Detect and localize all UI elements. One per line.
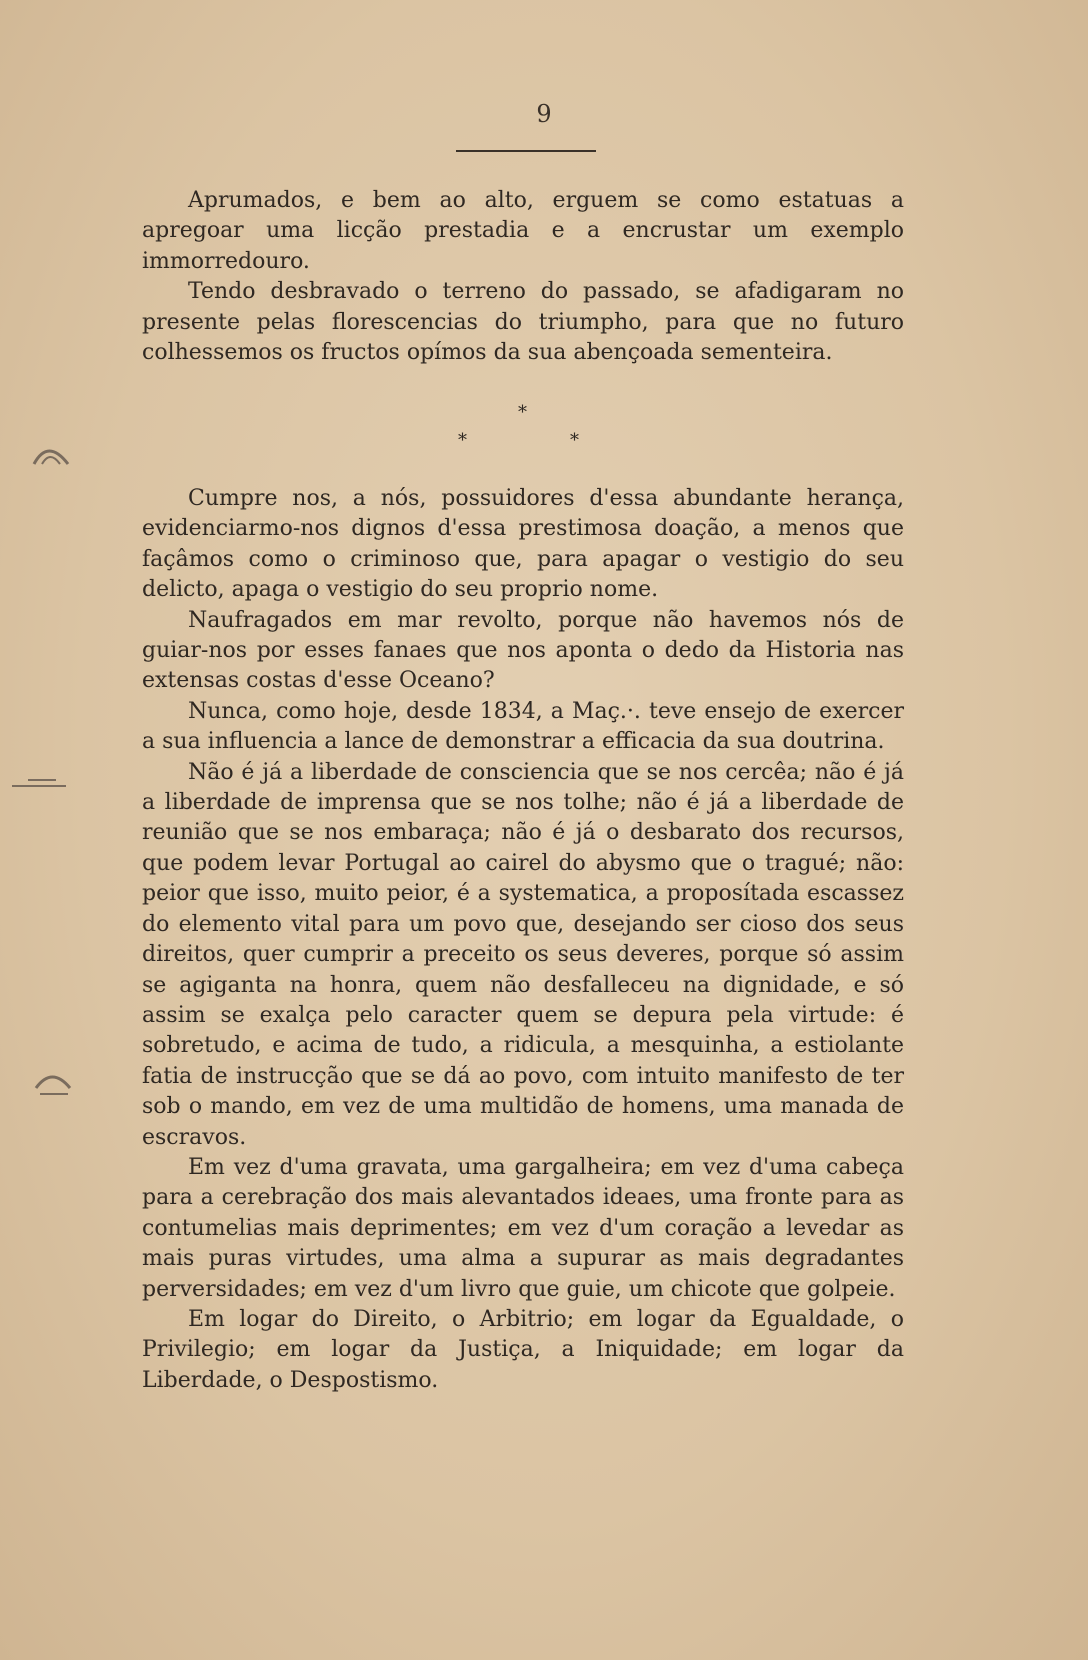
header-rule [456, 150, 596, 152]
text-block-bottom [142, 484, 904, 1396]
paragraph: Em vez d'uma gravata, uma gargalheira; em vez d'uma cabeça para a cerebração dos mais alevantados ideaes, uma fronte para as contumelias mais deprimentes; em vez d'um coração a levedar as mais puras virtudes, uma alma a supurar as mais degradantes perversidades; em vez d'um livro que guie, um chicote que golpeie. [142, 1154, 904, 1302]
paragraph: Nunca, como hoje, desde 1834, a Maç.·. teve ensejo de exercer a sua influencia a lance de demonstrar a efficacia da sua doutrina. [142, 698, 904, 755]
asterism-star: * [458, 430, 467, 451]
bleed-through-mark [10, 772, 68, 796]
paragraph: Cumpre nos, a nós, possuidores d'essa abundante herança, evidenciarmo-nos dignos d'essa prestimosa doação, a menos que façâmos como o criminoso que, para apagar o vestigio do seu delicto, apaga o vestigio do seu proprio nome. [142, 486, 904, 603]
paragraph: Em logar do Direito, o Arbitrio; em logar da Egualdade, o Privilegio; em logar da Justiça, a Iniquidade; em logar da Liberdade, o Despostismo. [142, 1306, 904, 1393]
text-block-top [142, 186, 904, 368]
asterism-star: * [518, 402, 527, 423]
paragraph: Não é já a liberdade de consciencia que se nos cercêa; não é já a liberdade de imprensa que se nos tolhe; não é já a liberdade de reunião que se nos embaraça; não é já o desbarato dos recursos, que podem levar Portugal ao cairel do abysmo que o tragué; não: peior que isso, muito peior, é a systematica, a proposítada escassez do elemento vital para um povo que, desejando ser cioso dos seus direitos, quer cumprir a preceito os seus deveres, porque só assim se agiganta na honra, quem não desfalleceu na dignidade, e só assim se exalça pelo caracter quem se depura pela virtude: é sobretudo, e acima de tudo, a ridicula, a mesquinha, a estiolante fatia de instrucção que se dá ao povo, com intuito manifesto de ter sob o mando, em vez de uma multidão de homens, uma manada de escravos. [142, 759, 904, 1150]
bleed-through-mark [28, 434, 72, 478]
page-number: 9 [536, 100, 552, 128]
bleed-through-mark [30, 1060, 76, 1106]
paragraph: Aprumados, e bem ao alto, erguem se como estatuas a apregoar uma licção prestadia e a encrustar um exemplo immorredouro. [142, 188, 904, 274]
asterism-star: * [570, 430, 579, 451]
paragraph: Tendo desbravado o terreno do passado, se afadigaram no presente pelas florescencias do triumpho, para que no futuro colhessemos os fructos opímos da sua abençoada sementeira. [142, 279, 904, 366]
paragraph: Naufragados em mar revolto, porque não havemos nós de guiar-nos por esses fanaes que nos aponta o dedo da Historia nas extensas costas d'esse Oceano? [142, 607, 904, 694]
